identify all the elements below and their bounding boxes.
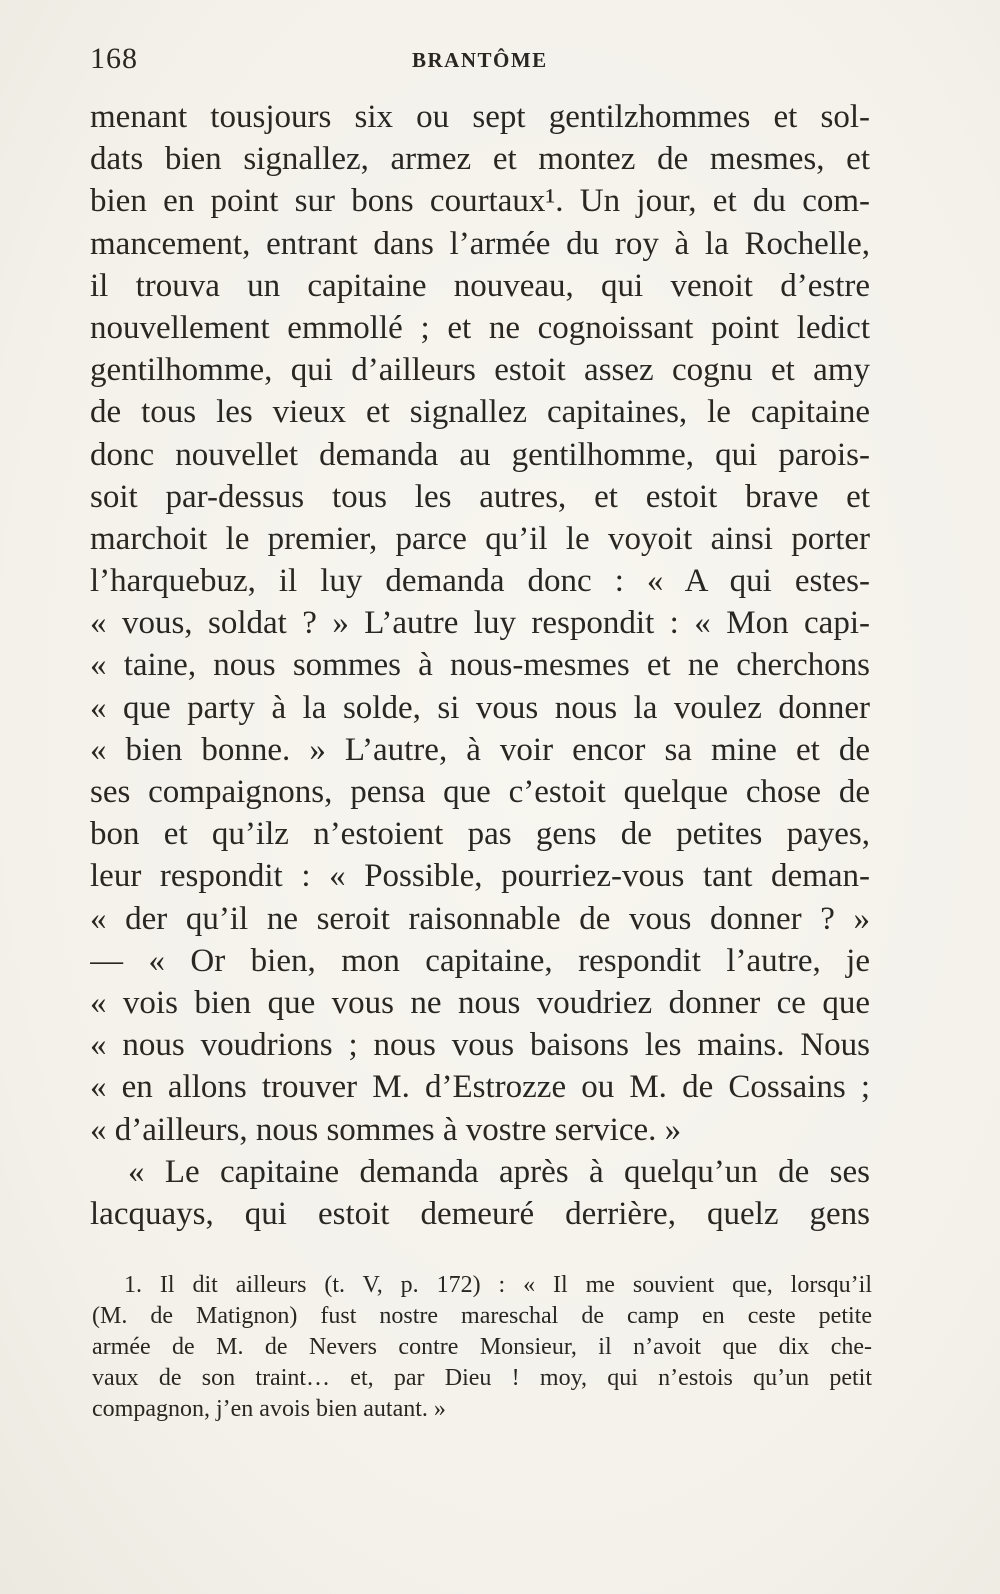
- text-line: ses compaignons, pensa que c’estoit quelque chose de: [90, 774, 870, 810]
- page-header: [90, 42, 880, 82]
- footnote-line: compagnon, j’en avois bien autant. »: [92, 1396, 446, 1422]
- text-line: « que party à la solde, si vous nous la voulez donner: [90, 689, 870, 726]
- text-line: bon et qu’ilz n’estoient pas gens de petites payes,: [90, 816, 870, 853]
- text-line: donc nouvellet demanda au gentilhomme, qui parois-: [90, 436, 870, 473]
- text-line: « d’ailleurs, nous sommes à vostre service. »: [90, 1111, 682, 1148]
- text-line: « vois bien que vous ne nous voudriez donner ce que: [90, 984, 870, 1021]
- text-line: l’harquebuz, il luy demanda donc : « A qui estes-: [90, 563, 870, 600]
- text-line: dats bien signallez, armez et montez de mesmes, et: [90, 141, 870, 178]
- text-line: bien en point sur bons courtaux¹. Un jour, et du com-: [90, 183, 870, 220]
- text-line: gentilhomme, qui d’ailleurs estoit assez cognu et amy: [90, 352, 870, 389]
- text-line: « bien bonne. » L’autre, à voir encor sa mine et de: [90, 731, 870, 768]
- text-line: soit par-dessus tous les autres, et estoit brave et: [90, 478, 870, 515]
- text-line: — « Or bien, mon capitaine, respondit l’autre, je: [90, 942, 870, 979]
- text-line: menant tousjours six ou sept gentilzhommes et sol-: [90, 99, 870, 135]
- running-head: BRANTÔME: [412, 48, 548, 72]
- text-line: « der qu’il ne seroit raisonnable de vous donner ? »: [90, 900, 870, 937]
- text-line: nouvellement emmollé ; et ne cognoissant point ledict: [90, 309, 870, 346]
- page-number: 168: [90, 42, 138, 75]
- text-line: lacquays, qui estoit demeuré derrière, quelz gens: [90, 1195, 870, 1232]
- text-line: mancement, entrant dans l’armée du roy à la Rochelle,: [90, 225, 870, 262]
- text-line: « nous voudrions ; nous vous baisons les mains. Nous: [90, 1027, 870, 1064]
- text-line: « taine, nous sommes à nous-mesmes et ne cherchons: [90, 647, 870, 684]
- footnote-line: armée de M. de Nevers contre Monsieur, il n’avoit que dix che-: [92, 1334, 872, 1360]
- footnote-line: vaux de son traint… et, par Dieu ! moy, qui n’estois qu’un petit: [92, 1365, 872, 1391]
- text-line: leur respondit : « Possible, pourriez-vous tant deman-: [90, 858, 870, 895]
- footnote-line: (M. de Matignon) fust nostre mareschal de camp en ceste petite: [92, 1303, 872, 1329]
- text-line: « Le capitaine demanda après à quelqu’un de ses: [128, 1153, 870, 1190]
- text-line: « en allons trouver M. d’Estrozze ou M. de Cossains ;: [90, 1069, 870, 1106]
- text-line: de tous les vieux et signallez capitaines, le capitaine: [90, 394, 870, 431]
- footnote: [92, 1270, 872, 1425]
- footnote-line: 1. Il dit ailleurs (t. V, p. 172) : « Il me souvient que, lorsqu’il: [124, 1272, 872, 1298]
- text-line: marchoit le premier, parce qu’il le voyoit ainsi porter: [90, 520, 870, 557]
- body-text: [90, 96, 870, 1235]
- text-line: il trouva un capitaine nouveau, qui venoit d’estre: [90, 267, 870, 304]
- text-line: « vous, soldat ? » L’autre luy respondit : « Mon capi-: [90, 605, 870, 642]
